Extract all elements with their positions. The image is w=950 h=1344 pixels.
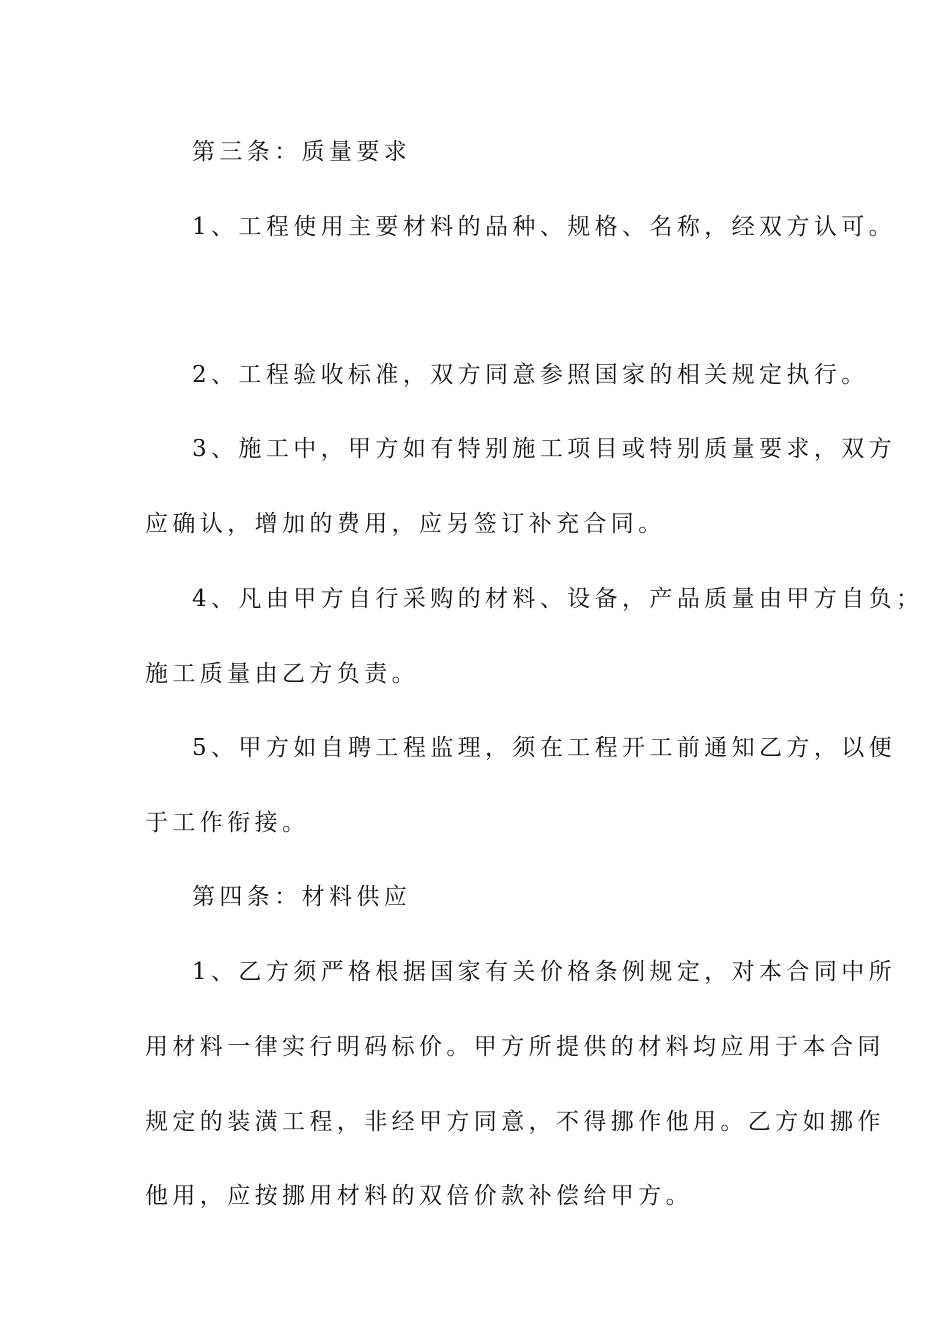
paragraph-line: 3、施工中，甲方如有特别施工项目或特别质量要求，双方	[192, 436, 897, 462]
paragraph-line: 用材料一律实行明码标价。甲方所提供的材料均应用于本合同	[145, 1034, 885, 1060]
paragraph-line: 5、甲方如自聘工程监理，须在工程开工前通知乙方，以便	[192, 735, 897, 761]
paragraph-line: 应确认，增加的费用，应另签订补充合同。	[145, 511, 666, 537]
paragraph-line: 1、工程使用主要材料的品种、规格、名称，经双方认可。	[192, 214, 897, 240]
paragraph-line: 施工质量由乙方负责。	[145, 661, 419, 687]
paragraph-line: 2、工程验收标准，双方同意参照国家的相关规定执行。	[192, 362, 869, 388]
paragraph-line: 1、乙方须严格根据国家有关价格条例规定，对本合同中所	[192, 959, 897, 985]
paragraph-line: 规定的装潢工程，非经甲方同意，不得挪作他用。乙方如挪作	[145, 1109, 885, 1135]
section-heading-article-4: 第四条：材料供应	[192, 884, 412, 910]
paragraph-line: 4、凡由甲方自行采购的材料、设备，产品质量由甲方自负；	[192, 586, 924, 612]
paragraph-line: 他用，应按挪用材料的双倍价款补偿给甲方。	[145, 1183, 693, 1209]
section-heading-article-3: 第三条：质量要求	[192, 139, 412, 165]
paragraph-line: 于工作衔接。	[145, 810, 310, 836]
